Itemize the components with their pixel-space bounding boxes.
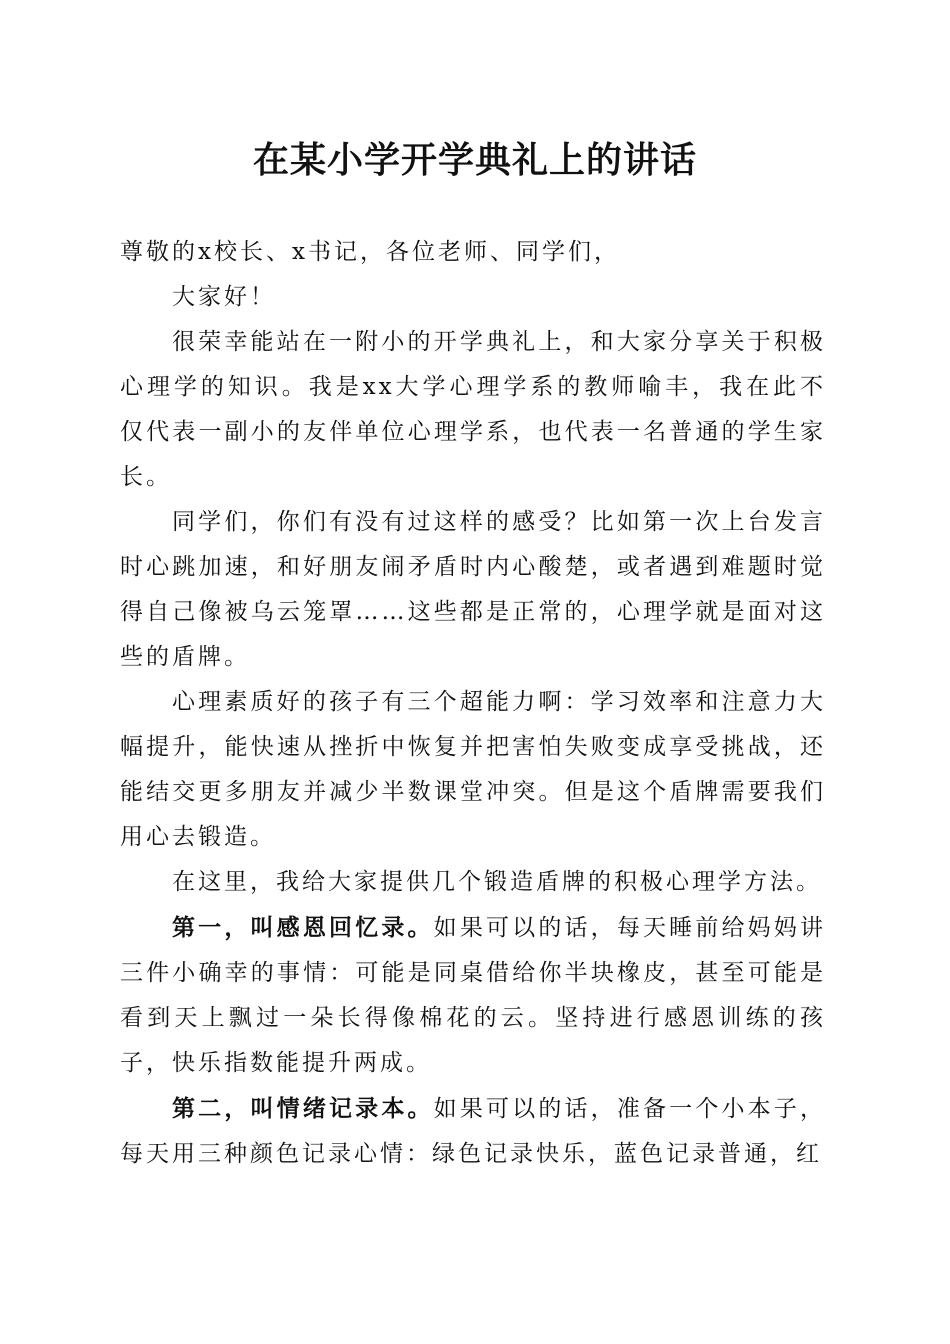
paragraph-superpowers: 心理素质好的孩子有三个超能力啊：学习效率和注意力大幅提升，能快速从挫折中恢复并把害怕失败变成享受挑战，还能结交更多朋友并减少半数课堂冲突。但是这个盾牌需要我们用心去锻造。: [120, 689, 826, 850]
paragraph-methods-intro: 在这里，我给大家提供几个锻造盾牌的积极心理学方法。: [172, 869, 822, 895]
greeting: 大家好！: [172, 284, 276, 310]
paragraph-intro: 很荣幸能站在一附小的开学典礼上，和大家分享关于积极心理学的知识。我是xx大学心理学系的教师喻丰，我在此不仅代表一副小的友伴单位心理学系，也代表一名普通的学生家长。: [120, 329, 826, 490]
method-2-text: 如果可以的话，准备一个小本子，每天用三种颜色记录心情：绿色记录快乐，蓝色记录普通，红: [120, 1096, 827, 1167]
salutation: 尊敬的x校长、x书记，各位老师、同学们，: [120, 239, 620, 265]
paragraph-method-1: [120, 905, 826, 1086]
method-1-heading: 第一，叫感恩回忆录。: [172, 914, 434, 941]
document-body: [120, 230, 826, 1177]
method-2-heading: 第二，叫情绪记录本。: [172, 1095, 434, 1122]
document-title: 在某小学开学典礼上的讲话: [252, 139, 697, 181]
paragraph-method-2: [120, 1086, 826, 1177]
paragraph-feelings: 同学们，你们有没有过这样的感受？比如第一次上台发言时心跳加速，和好朋友闹矛盾时内心酸楚，或者遇到难题时觉得自己像被乌云笼罩……这些都是正常的，心理学就是面对这些的盾牌。: [120, 509, 826, 670]
method-1-text: 如果可以的话，每天睡前给妈妈讲三件小确幸的事情：可能是同桌借给你半块橡皮，甚至可能是看到天上飘过一朵长得像棉花的云。坚持进行感恩训练的孩子，快乐指数能提升两成。: [120, 915, 827, 1076]
